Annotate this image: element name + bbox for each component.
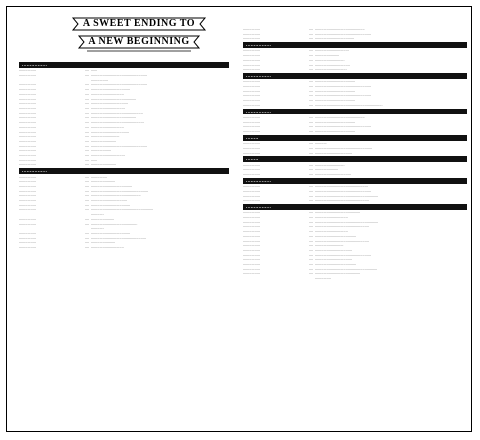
menu-item-name: ................ <box>19 129 36 134</box>
menu-item-description: ................................................... <box>315 198 369 203</box>
menu-item-name: ................ <box>19 162 36 167</box>
menu-item-name: ................ <box>243 124 260 129</box>
menu-item-description: ....................... <box>315 53 340 58</box>
menu-item-price: .... <box>308 79 313 84</box>
menu-item-description: .................................................. <box>315 184 368 189</box>
menu-item-price: .... <box>84 221 89 226</box>
menu-item-price: .... <box>84 240 89 245</box>
banner-line-1: A SWEET ENDING TO <box>82 18 196 29</box>
menu-item-price: .... <box>308 98 313 103</box>
menu-item-name: ................ <box>19 148 36 153</box>
menu-item-name: ................ <box>243 102 260 107</box>
menu-item-price: .... <box>308 247 313 252</box>
menu-item-description: ................................................... <box>315 224 369 229</box>
menu-item-name: ................ <box>19 153 36 158</box>
section-heading: ................ <box>19 168 229 174</box>
menu-item-description: .................................................. <box>91 120 144 125</box>
menu-item-name: ................ <box>243 141 260 146</box>
menu-item-description: ..................................................... <box>315 124 371 129</box>
menu-item-price: .... <box>308 57 313 62</box>
menu-item-name: ................ <box>243 62 260 67</box>
menu-item-price: .... <box>84 143 89 148</box>
menu-item-price: .... <box>308 257 313 262</box>
menu-item-description: ................................................... <box>315 238 369 243</box>
menu-item-price: .... <box>308 262 313 267</box>
menu-item-name: ................ <box>19 157 36 162</box>
menu-item-price: .... <box>308 48 313 53</box>
menu-item-name: ................ <box>19 124 36 129</box>
menu-item-description: .................................... <box>91 129 129 134</box>
menu-item-price: .... <box>84 188 89 193</box>
menu-item-description: ................ <box>91 77 108 82</box>
menu-item-description: ...................... <box>315 167 339 172</box>
menu-item-name: ................ <box>243 27 260 31</box>
menu-item-description: ........... <box>315 141 327 146</box>
menu-item-price: .... <box>84 68 89 73</box>
menu-item-price: .... <box>308 167 313 172</box>
menu-item-name: ................ <box>19 183 36 188</box>
menu-item-name: ................ <box>243 188 260 193</box>
menu-item-name: ................ <box>243 88 260 93</box>
menu-item-description: .................................................... <box>91 235 146 240</box>
menu-item-price: .... <box>84 129 89 134</box>
menu-item-description: ........................................... <box>91 96 137 101</box>
menu-item-name: ................ <box>19 198 36 203</box>
menu-item-price: .... <box>308 31 313 36</box>
menu-item-description: ....................................... <box>315 233 357 238</box>
menu-item-name: ................ <box>243 215 260 220</box>
menu-item-name: ................ <box>19 240 36 245</box>
menu-item-name: ................ <box>243 210 260 215</box>
menu-item-price: .... <box>84 87 89 92</box>
menu-item-description: ............................................................ <box>315 193 379 198</box>
menu-item-price: .... <box>84 235 89 240</box>
section-heading: ................ <box>19 62 229 68</box>
menu-item-price: .... <box>308 271 313 276</box>
menu-item-description: ..................................................... <box>91 143 147 148</box>
menu-item-price: .... <box>84 245 89 250</box>
menu-item-description: .................................. <box>91 198 127 203</box>
menu-item-description: ................................. <box>315 62 350 67</box>
menu-item-price: .... <box>308 210 313 215</box>
menu-item-price: .... <box>84 153 89 158</box>
menu-item-price: .... <box>84 198 89 203</box>
menu-item-description: .................................. <box>315 172 351 177</box>
menu-item-name: ................ <box>243 238 260 243</box>
menu-item-price: .... <box>84 230 89 235</box>
section-heading: ........ <box>243 135 467 141</box>
menu-item-name: ................ <box>243 262 260 267</box>
menu-item-description: ...... <box>91 68 98 73</box>
menu-item-description: ............................... <box>315 215 348 220</box>
menu-item-name: ................ <box>243 172 260 177</box>
menu-item-name: ................ <box>19 245 36 250</box>
menu-item-description: ................................ <box>91 106 125 110</box>
menu-item-description: ............................... <box>91 245 124 250</box>
menu-item-price: .... <box>84 193 89 198</box>
menu-item-name: ................ <box>19 188 36 193</box>
menu-item-description: ........................................................... <box>91 207 154 212</box>
menu-item-price: .... <box>308 172 313 177</box>
menu-item-name: ................ <box>19 101 36 106</box>
menu-item-price: .... <box>308 119 313 124</box>
menu-item-row <box>243 67 467 72</box>
menu-item-description: ............................... <box>315 229 348 234</box>
menu-item-name: ................ <box>243 67 260 72</box>
menu-item-name: ................ <box>19 82 36 87</box>
menu-item-name: ................ <box>243 233 260 238</box>
menu-item-description: ............................................ <box>91 221 138 226</box>
menu-item-price: .... <box>308 102 313 107</box>
menu-item-description: ........................ <box>91 162 117 167</box>
menu-item-description: ..................................................... <box>315 31 371 36</box>
menu-item-price: .... <box>308 162 313 167</box>
menu-item-description: ...................................... <box>315 119 356 124</box>
menu-item-price: .... <box>308 84 313 89</box>
menu-item-description: ............................... <box>91 91 124 96</box>
menu-item-description: ...................................... <box>315 129 356 134</box>
menu-item-price: .... <box>308 124 313 129</box>
menu-item-name: ................ <box>243 184 260 189</box>
menu-item-price: .... <box>308 224 313 229</box>
menu-item-row <box>19 245 229 250</box>
menu-item-name: ................ <box>19 138 36 143</box>
menu-item-price: .... <box>84 106 89 110</box>
menu-item-description: ....................... <box>91 240 116 245</box>
menu-item-price: .... <box>308 62 313 67</box>
menu-item-price: .... <box>84 110 89 115</box>
menu-item-price: .... <box>308 188 313 193</box>
menu-item-description: ............................ <box>315 57 345 62</box>
menu-item-price: .... <box>308 141 313 146</box>
menu-item-description: ....................................... <box>91 183 133 188</box>
menu-item-description: ..................................... <box>91 230 131 235</box>
menu-item-name: ................ <box>19 143 36 148</box>
menu-item-name: ................ <box>19 106 36 110</box>
menu-item-name: ................ <box>243 129 260 134</box>
menu-item-description: ............................... <box>91 124 124 129</box>
menu-item-name: ................ <box>243 247 260 252</box>
menu-item-name: ................ <box>243 271 260 276</box>
menu-item-name: ................ <box>243 224 260 229</box>
menu-item-description: ..................................... <box>91 87 131 92</box>
menu-item-description: ............................................................ <box>315 219 379 224</box>
menu-item-row <box>243 36 467 41</box>
menu-item-description: ............ <box>91 226 104 231</box>
menu-item-description: ................... <box>91 148 112 153</box>
menu-item-price: .... <box>308 53 313 58</box>
menu-item-description: ........................................... <box>315 271 361 276</box>
menu-item-description: ..................................................... <box>315 188 371 193</box>
menu-item-name: ................ <box>243 229 260 234</box>
menu-item-name: ................ <box>243 114 260 119</box>
menu-item-name: ................ <box>243 145 260 150</box>
menu-item-name: ................ <box>19 235 36 240</box>
menu-item-description: ........................................... <box>91 115 137 120</box>
menu-item-price: .... <box>308 93 313 98</box>
menu-item-name: ................ <box>19 207 36 212</box>
menu-item-name: ................ <box>243 93 260 98</box>
menu-item-description: ..................................................... <box>91 73 147 78</box>
menu-item-description: ........................... <box>91 134 120 139</box>
menu-item-price: .... <box>84 202 89 207</box>
menu-item-description: ............................ <box>315 162 345 167</box>
menu-item-description: ................................... <box>315 257 352 262</box>
menu-item-price: .... <box>308 198 313 203</box>
section-heading: ................ <box>243 42 467 48</box>
menu-item-price: .... <box>84 96 89 101</box>
menu-item-name: ................ <box>243 162 260 167</box>
menu-item-row <box>243 198 467 203</box>
menu-item-name: ................ <box>243 198 260 203</box>
menu-item-description: ...................................................... <box>91 188 148 193</box>
menu-item-price: .... <box>308 252 313 257</box>
menu-item-description: ............................................... <box>315 27 365 31</box>
menu-item-name: ................ <box>243 150 260 155</box>
menu-item-price: .... <box>308 229 313 234</box>
menu-item-description: ................................................. <box>91 110 143 115</box>
menu-item-name: ................ <box>19 91 36 96</box>
menu-item-name: ................ <box>243 84 260 89</box>
menu-item-price: .... <box>84 134 89 139</box>
menu-item-name: ................ <box>19 87 36 92</box>
menu-item-price: .... <box>308 184 313 189</box>
menu-item-price: .... <box>308 193 313 198</box>
menu-item-description: ...................................... <box>315 98 356 103</box>
menu-item-description: ................................ <box>91 153 125 158</box>
section-heading: ................ <box>243 73 467 79</box>
menu-item-price: .... <box>308 67 313 72</box>
menu-item-name: ................ <box>19 68 36 73</box>
menu-item-price: .... <box>308 219 313 224</box>
menu-item-price: .... <box>308 129 313 134</box>
menu-item-name: ................ <box>19 73 36 78</box>
menu-item-description: ................................... <box>91 101 128 106</box>
menu-item-description: ..................................................... <box>315 93 371 98</box>
menu-item-description: ...................................... <box>315 79 356 84</box>
menu-item-name: ................ <box>19 179 36 184</box>
menu-item-description: ...................................... <box>315 88 356 93</box>
menu-item-row <box>243 172 467 177</box>
menu-item-name: ................ <box>243 31 260 36</box>
menu-item-description: ........................................... <box>315 210 361 215</box>
menu-item-name: ................ <box>19 193 36 198</box>
menu-item-price: .... <box>308 238 313 243</box>
menu-item-name: ................ <box>19 221 36 226</box>
menu-item-name: ................ <box>19 134 36 139</box>
menu-item-price: .... <box>84 91 89 96</box>
menu-item-description: ..................................... <box>91 202 131 207</box>
section-heading: ................ <box>243 109 467 115</box>
menu-item-price: .... <box>308 215 313 220</box>
menu-item-description: ........................ <box>91 138 117 143</box>
menu-item-name: ................ <box>243 98 260 103</box>
menu-item-description: ..................................................... <box>315 252 371 257</box>
menu-item-description: ...................... <box>91 216 115 221</box>
menu-item-price: .... <box>84 216 89 221</box>
menu-item-price: .... <box>84 157 89 162</box>
menu-item-description: ....................... <box>91 179 116 184</box>
title-banner <box>69 15 209 55</box>
menu-item-description: .............................. <box>315 67 347 72</box>
section-heading: ................ <box>243 204 467 210</box>
menu-item-description: ........................... <box>315 243 344 248</box>
menu-item-price: .... <box>308 145 313 150</box>
right-menu-column <box>243 27 467 281</box>
menu-item-price: .... <box>84 73 89 78</box>
menu-item-row <box>19 162 229 167</box>
menu-item-description: ..................................... <box>315 36 355 41</box>
menu-item-price: .... <box>84 162 89 167</box>
menu-item-price: .... <box>84 120 89 125</box>
menu-item-price: .... <box>84 174 89 179</box>
menu-item-description: ............................................... <box>315 114 365 119</box>
menu-item-price: .... <box>308 266 313 271</box>
section-heading: ........ <box>243 156 467 162</box>
menu-item-name: ................ <box>19 216 36 221</box>
menu-item-price: .... <box>308 233 313 238</box>
menu-item-name: ................ <box>19 115 36 120</box>
left-menu-column <box>19 61 229 250</box>
menu-item-description: ................................... <box>315 247 352 252</box>
menu-item-description: ..................................................... <box>315 84 371 89</box>
menu-item-price: .... <box>308 27 313 31</box>
menu-item-name: ................ <box>243 36 260 41</box>
menu-item-price: .... <box>84 82 89 87</box>
menu-item-description: ................................... <box>315 150 352 155</box>
menu-item-name: ................ <box>19 110 36 115</box>
menu-item-price: .... <box>84 101 89 106</box>
menu-item-row <box>243 129 467 134</box>
menu-item-name: ................ <box>19 174 36 179</box>
menu-item-price: .... <box>308 88 313 93</box>
menu-item-description: ............... <box>91 174 107 179</box>
menu-item-name: ................ <box>19 120 36 125</box>
menu-item-description: ....................................... <box>315 262 357 267</box>
menu-item-name: ................ <box>243 119 260 124</box>
menu-item-price: .... <box>308 150 313 155</box>
menu-item-price: .... <box>308 243 313 248</box>
menu-item-name: ................ <box>19 202 36 207</box>
menu-item-description: ..................................................... <box>91 82 147 87</box>
menu-item-price: .... <box>84 124 89 129</box>
menu-item-description: ............... <box>315 276 331 281</box>
menu-item-price: .... <box>84 207 89 212</box>
menu-item-name: ................ <box>243 79 260 84</box>
menu-item-description: ............................................... <box>91 193 141 198</box>
menu-item-name: ................ <box>243 167 260 172</box>
menu-item-name: ................ <box>243 53 260 58</box>
menu-item-description: ................................ <box>315 48 349 53</box>
menu-item-description: ...................................................... <box>315 145 372 150</box>
menu-item-price: .... <box>84 138 89 143</box>
menu-item-price: .... <box>308 114 313 119</box>
menu-item-price: .... <box>84 115 89 120</box>
menu-item-description: ...... <box>91 157 98 162</box>
menu-item-name: ................ <box>243 219 260 224</box>
menu-item-row <box>243 151 467 156</box>
menu-item-row <box>243 103 467 108</box>
menu-item-description: ............ <box>91 212 104 217</box>
menu-item-name: ................ <box>243 193 260 198</box>
menu-item-price: .... <box>84 148 89 153</box>
menu-item-name: ................ <box>243 257 260 262</box>
menu-item-price: .... <box>308 36 313 41</box>
section-heading: ................ <box>243 178 467 184</box>
menu-item-price: .... <box>84 183 89 188</box>
menu-item-price: .... <box>84 179 89 184</box>
menu-item-description: ................................................................ <box>315 102 383 107</box>
menu-item-name: ................ <box>243 252 260 257</box>
menu-page <box>6 6 472 432</box>
menu-item-description: ........................................................... <box>315 266 378 271</box>
menu-item-row <box>243 276 467 281</box>
menu-item-name: ................ <box>243 48 260 53</box>
menu-item-name: ................ <box>243 266 260 271</box>
menu-item-name: ................ <box>243 243 260 248</box>
menu-item-name: ................ <box>243 57 260 62</box>
menu-item-name: ................ <box>19 230 36 235</box>
banner-line-2: A NEW BEGINNING <box>88 36 190 47</box>
menu-item-name: ................ <box>19 96 36 101</box>
